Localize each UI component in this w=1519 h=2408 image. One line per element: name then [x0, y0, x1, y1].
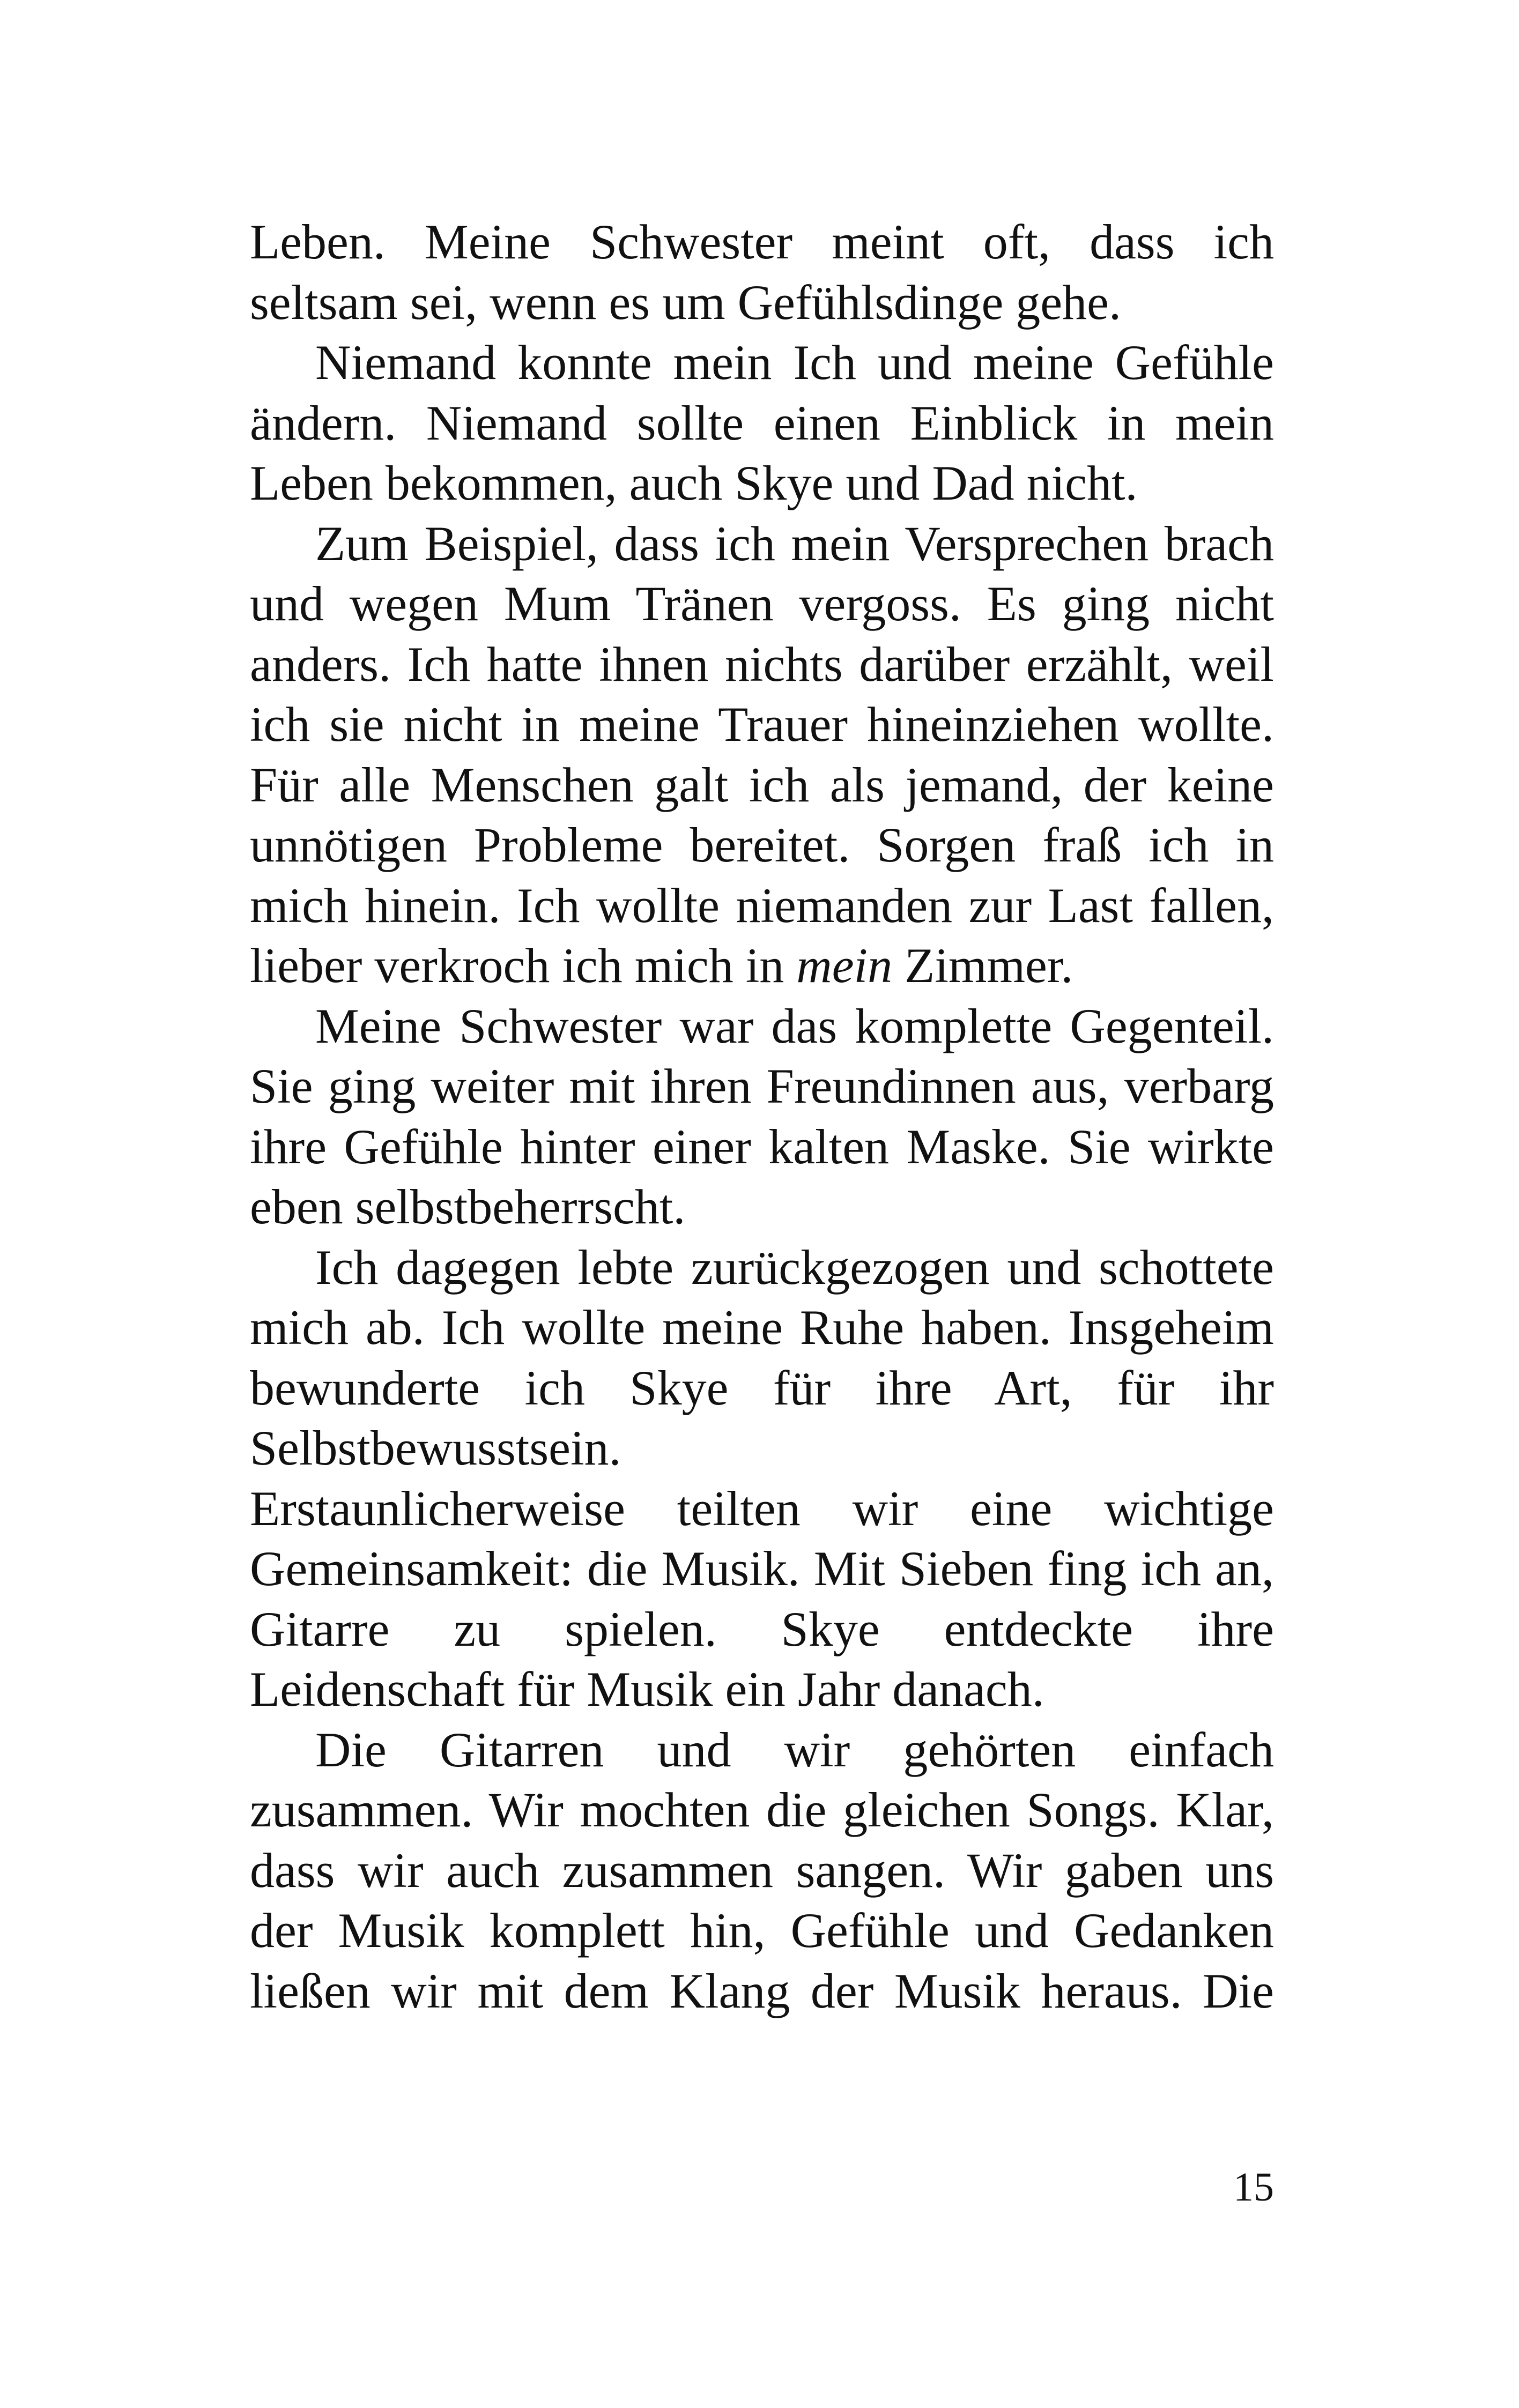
text-line: Gitarre zu spielen. Skye entdeckte ihre — [250, 1601, 1274, 1656]
text-line: Leidenschaft für Musik ein Jahr danach. — [250, 1662, 1044, 1716]
emphasized-word: mein — [796, 938, 893, 993]
paragraph — [250, 1478, 1274, 1720]
text-line: eben selbstbeherrscht. — [250, 1179, 686, 1234]
text-line: ändern. Niemand sollte einen Einblick in mein — [250, 395, 1274, 450]
text-line: Gemeinsamkeit: die Musik. Mit Sieben fing ich an, — [250, 1541, 1274, 1596]
text-line: Zum Beispiel, dass ich mein Versprechen brach — [315, 516, 1274, 571]
body-text — [250, 212, 1274, 2021]
text-line: unnötigen Probleme bereitet. Sorgen fraß ich in — [250, 817, 1274, 872]
text-line: der Musik komplett hin, Gefühle und Gedanken — [250, 1903, 1274, 1958]
text-segment: Zimmer. — [892, 938, 1073, 993]
text-line: seltsam sei, wenn es um Gefühlsdinge gehe. — [250, 274, 1121, 330]
text-line: anders. Ich hatte ihnen nichts darüber erzählt, weil — [250, 636, 1274, 692]
text-line: Erstaunlicherweise teilten wir eine wichtige — [250, 1481, 1274, 1536]
paragraph — [250, 514, 1274, 996]
text-line: und wegen Mum Tränen vergoss. Es ging nicht — [250, 576, 1274, 631]
text-line: ich sie nicht in meine Trauer hineinziehen wollte. — [250, 697, 1274, 752]
page-number: 15 — [1233, 2165, 1274, 2210]
text-segment: lieber verkroch ich mich in — [250, 938, 797, 993]
paragraph — [250, 1720, 1274, 2021]
text-line: Meine Schwester war das komplette Gegenteil. — [315, 998, 1274, 1053]
text-line: ließen wir mit dem Klang der Musik heraus. Die — [250, 1963, 1274, 2018]
text-line: Für alle Menschen galt ich als jemand, der keine — [250, 757, 1274, 812]
text-line: dass wir auch zusammen sangen. Wir gaben uns — [250, 1842, 1274, 1898]
text-line: Niemand konnte mein Ich und meine Gefühle — [315, 335, 1274, 390]
paragraph — [250, 332, 1274, 514]
text-line: zusammen. Wir mochten die gleichen Songs. Klar, — [250, 1782, 1274, 1837]
text-line: Selbstbewusstsein. — [250, 1421, 621, 1475]
text-line: bewunderte ich Skye für ihre Art, für ihr — [250, 1360, 1274, 1415]
text-line — [250, 935, 1274, 996]
text-line: Leben bekommen, auch Skye und Dad nicht. — [250, 456, 1138, 510]
paragraph — [250, 212, 1274, 332]
text-line: Sie ging weiter mit ihren Freundinnen aus, verbarg — [250, 1059, 1274, 1113]
paragraph — [250, 996, 1274, 1237]
text-line: Leben. Meine Schwester meint oft, dass ich — [250, 214, 1274, 269]
text-line: Ich dagegen lebte zurückgezogen und schottete — [315, 1239, 1274, 1295]
text-line: mich hinein. Ich wollte niemanden zur Last fallen, — [250, 878, 1274, 933]
paragraph — [250, 1237, 1274, 1478]
text-line: ihre Gefühle hinter einer kalten Maske. Sie wirkte — [250, 1119, 1274, 1174]
text-line: Die Gitarren und wir gehörten einfach — [315, 1722, 1274, 1777]
text-line: mich ab. Ich wollte meine Ruhe haben. Insgeheim — [250, 1300, 1274, 1355]
